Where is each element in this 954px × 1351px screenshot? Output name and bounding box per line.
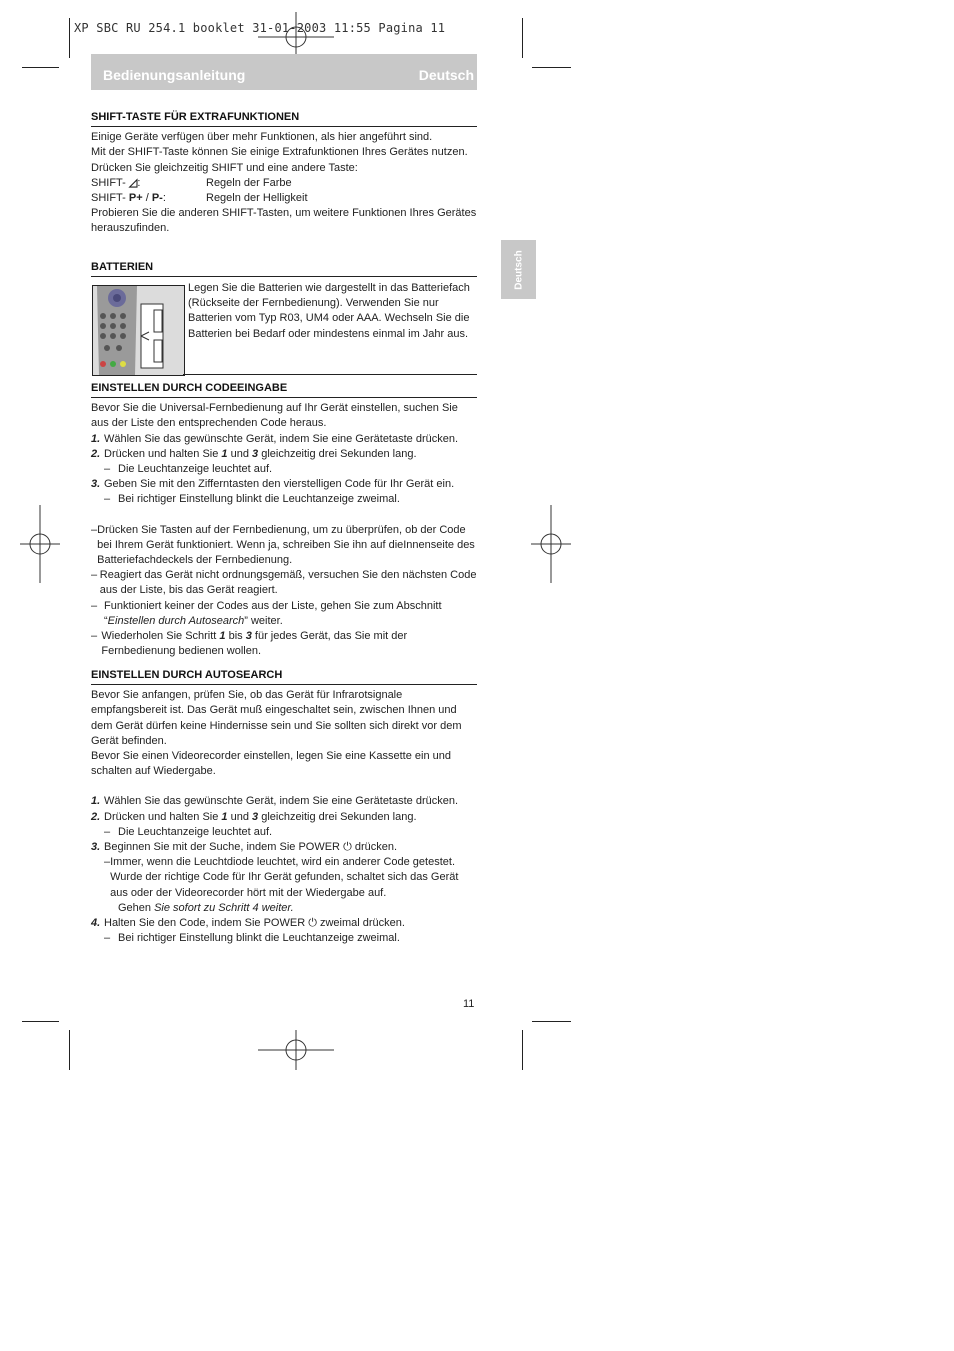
section-code-entry xyxy=(91,381,477,659)
remote-control-icon xyxy=(93,286,184,375)
language-side-tab xyxy=(501,240,536,299)
header-title: Bedienungsanleitung xyxy=(103,67,246,83)
paragraph: Probieren Sie die anderen SHIFT-Tasten, um weitere Funktionen Ihres Gerätes herauszufinden. xyxy=(91,207,477,235)
crop-mark xyxy=(522,1030,523,1070)
section-autosearch xyxy=(91,668,477,946)
divider xyxy=(183,374,477,375)
paragraph: Einige Geräte verfügen über mehr Funktionen, als hier angeführt sind. xyxy=(91,131,433,144)
section-heading: EINSTELLEN DURCH CODEEINGABE xyxy=(91,381,477,398)
note-repeat: – Wiederholen Sie Schritt 1 bis 3 für jedes Gerät, das Sie mit der Fernbedienung bedienen wollen. xyxy=(91,630,408,658)
section-shift xyxy=(91,110,477,237)
step-2: 2. Drücken und halten Sie 1 und 3 gleichzeitig drei Sekunden lang. xyxy=(91,447,417,460)
step-4: 4. Halten Sie den Code, indem Sie POWER ⏻ zweimal drücken. xyxy=(91,917,405,930)
paragraph: Bevor Sie die Universal-Fernbedienung auf Ihr Gerät einstellen, suchen Sie aus der Liste den entsprechenden Code heraus. xyxy=(91,402,458,430)
shift-row-color: SHIFT- ◿: Regeln der Farbe xyxy=(91,176,292,189)
paragraph: Drücken Sie gleichzeitig SHIFT und eine andere Taste: xyxy=(91,161,358,174)
step-3: 3. Beginnen Sie mit der Suche, indem Sie POWER ⏻ drücken. xyxy=(91,841,398,854)
section-heading: EINSTELLEN DURCH AUTOSEARCH xyxy=(91,668,477,685)
step-3: 3. Geben Sie mit den Zifferntasten den vierstelligen Code für Ihr Gerät ein. xyxy=(91,478,455,491)
step-2-note: – Die Leuchtanzeige leuchtet auf. xyxy=(104,463,273,476)
battery-text: Legen Sie die Batterien wie dargestellt in das Batteriefach (Rückseite der Fernbedienung). Verwenden Sie nur Batterien vom Typ R03, UM4 oder AAA. Wechseln Sie die Batterien bei Bedarf oder mindestens einmal im Jahr aus. xyxy=(188,282,470,340)
step-2-note: – Die Leuchtanzeige leuchtet auf. xyxy=(104,825,273,838)
section-heading: SHIFT-TASTE FÜR EXTRAFUNKTIONEN xyxy=(91,110,477,127)
print-slug: XP SBC RU 254.1 booklet 31-01-2003 11:55 Pagina 11 xyxy=(74,21,446,35)
crop-mark xyxy=(22,1021,59,1022)
power-icon: ⏻ xyxy=(343,841,352,854)
step-4-note: – Bei richtiger Einstellung blinkt die Leuchtanzeige zweimal. xyxy=(104,932,400,945)
note-autosearch: – Funktioniert keiner der Codes aus der Liste, gehen Sie zum Abschnitt “Einstellen durch Autosearch” weiter. xyxy=(91,599,442,627)
header-language: Deutsch xyxy=(418,67,474,83)
registration-mark-left xyxy=(20,505,60,583)
note-next-code: – Reagiert das Gerät nicht ordnungsgemäß, versuchen Sie den nächsten Code aus der Liste, bis das Gerät reagiert. xyxy=(91,569,477,597)
section-batteries xyxy=(91,260,477,277)
registration-mark-bottom xyxy=(258,1030,334,1070)
paragraph: Bevor Sie einen Videorecorder einstellen, legen Sie eine Kassette ein und schalten auf Wiedergabe. xyxy=(91,750,451,778)
crop-mark xyxy=(532,67,571,68)
crop-mark xyxy=(522,18,523,58)
power-icon: ⏻ xyxy=(308,917,317,930)
step-3-note: – Bei richtiger Einstellung blinkt die Leuchtanzeige zweimal. xyxy=(104,493,400,506)
crop-mark xyxy=(69,18,70,58)
paragraph: Mit der SHIFT-Taste können Sie einige Extrafunktionen Ihres Gerätes nutzen. xyxy=(91,146,468,159)
crop-mark xyxy=(532,1021,571,1022)
section-heading: BATTERIEN xyxy=(91,260,477,277)
step-1: 1. Wählen Sie das gewünschte Gerät, indem Sie eine Gerätetaste drücken. xyxy=(91,795,459,808)
registration-mark-right xyxy=(531,505,571,583)
battery-illustration xyxy=(92,285,185,376)
crop-mark xyxy=(69,1030,70,1070)
page-header xyxy=(91,54,477,90)
step-3-note: – Immer, wenn die Leuchtdiode leuchtet, wird ein anderer Code getestet. Wurde der richtige Code für Ihr Gerät gefunden, schaltet sich das Gerät aus oder der Videorecorder hört mit der Wiedergabe auf. xyxy=(104,856,459,899)
registration-mark-top xyxy=(258,12,334,58)
paragraph: Bevor Sie anfangen, prüfen Sie, ob das Gerät für Infrarotsignale empfangsbereit ist. Das Gerät muß eingeschaltet sein, zwischen Ihnen und dem Gerät dürfen keine Hindernisse sein und Sie sollten sich direkt vor dem Gerät befinden. xyxy=(91,689,462,747)
step-1: 1. Wählen Sie das gewünschte Gerät, indem Sie eine Gerätetaste drücken. xyxy=(91,432,459,445)
shift-row-brightness: SHIFT- P+ / P-: Regeln der Helligkeit xyxy=(91,192,308,205)
contrast-icon: ◿ xyxy=(128,176,138,189)
step-2: 2. Drücken und halten Sie 1 und 3 gleichzeitig drei Sekunden lang. xyxy=(91,810,417,823)
crop-mark xyxy=(22,67,59,68)
side-tab-label: Deutsch xyxy=(513,249,524,290)
page-number: 11 xyxy=(463,998,475,1010)
step-3-go: Gehen Sie sofort zu Schritt 4 weiter. xyxy=(118,901,294,914)
note-test: – Drücken Sie Tasten auf der Fernbedienung, um zu überprüfen, ob der Code bei Ihrem Gerät funktioniert. Wenn ja, schreiben Sie ihn auf dieInnenseite des Batteriefachdeckels der Fernbedienung. xyxy=(91,523,475,567)
